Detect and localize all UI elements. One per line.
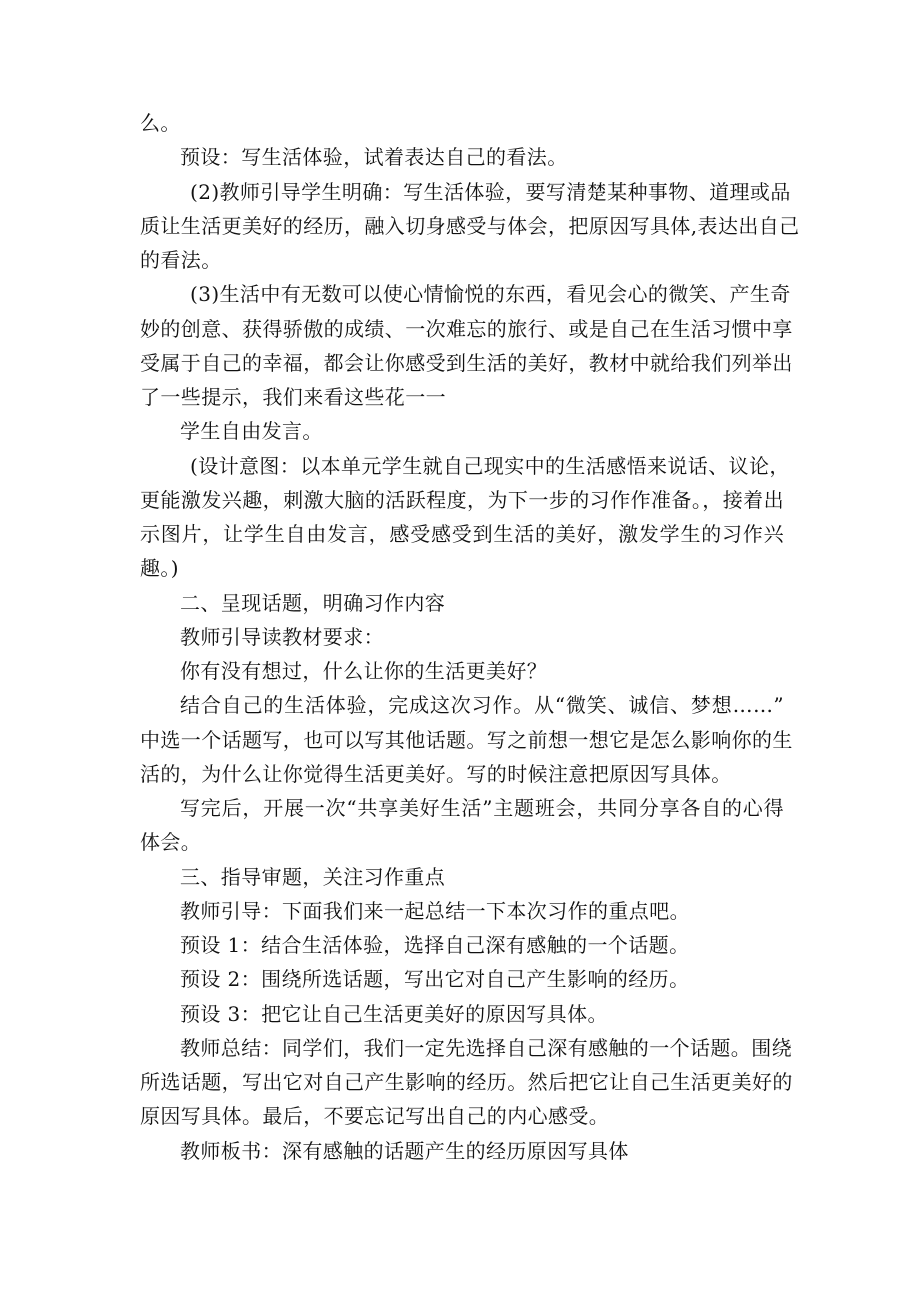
section-heading: 二、呈现话题，明确习作内容 [180, 590, 446, 615]
text-line: 妙的创意、获得骄傲的成绩、一次难忘的旅行、或是自己在生活习惯中享 [140, 316, 793, 341]
text-line: (3)生活中有无数可以使心情愉悦的东西，看见会心的微笑、产生奇 [190, 282, 791, 307]
text-line: 体会。 [140, 830, 202, 855]
text-line: 教师引导读教材要求： [180, 624, 384, 649]
text-line: 学生自由发言。 [180, 419, 323, 444]
text-line: 更能激发兴趣，刺激大脑的活跃程度，为下一步的习作作准备。，接着出 [140, 487, 784, 512]
text-line: 教师总结：同学们，我们一定先选择自己深有感触的一个话题。围绕 [180, 1035, 792, 1060]
text-line: 教师板书：深有感触的话题产生的经历原因写具体 [180, 1138, 629, 1163]
text-line: 预设 3：把它让自己生活更美好的原因写具体。 [180, 1001, 608, 1026]
text-line: 你有没有想过，什么让你的生活更美好？ [180, 659, 548, 683]
text-line: 预设 1：结合生活体验，选择自己深有感触的一个话题。 [180, 933, 690, 957]
text-line: 预设 2：围绕所选话题，写出它对自己产生影响的经历。 [180, 967, 690, 992]
text-line: 示图片，让学生自由发言，感受感受到生活的美好，激发学生的习作兴 [140, 522, 784, 546]
text-line: 中选一个话题写，也可以写其他话题。写之前想一想它是怎么影响你的生 [140, 727, 793, 752]
text-line: 质让生活更美好的经历，融入切身感受与体会，把原因写具体,表达出自己 [140, 213, 800, 238]
text-line: 活的，为什么让你觉得生活更美好。写的时候注意把原因写具体。 [140, 761, 732, 786]
text-line: 原因写具体。最后，不要忘记写出自己的内心感受。 [140, 1104, 610, 1129]
text-line: (设计意图：以本单元学生就自己现实中的生活感悟来说话、议论， [190, 453, 790, 478]
text-line: 受属于自己的幸福，都会让你感受到生活的美好，教材中就给我们列举出 [140, 350, 793, 375]
text-line: 所选话题，写出它对自己产生影响的经历。然后把它让自己生活更美好的 [140, 1070, 793, 1094]
text-line: 么。 [140, 111, 181, 135]
text-line: 教师引导：下面我们来一起总结一下本次习作的重点吧。 [180, 898, 690, 923]
text-line: 趣。) [140, 556, 180, 581]
section-heading: 三、指导审题，关注习作重点 [180, 864, 446, 889]
lesson-text [140, 106, 800, 1168]
text-line: (2)教师引导学生明确：写生活体验，要写清楚某种事物、道理或品 [190, 179, 791, 204]
text-line: 预设：写生活体验，试着表达自己的看法。 [180, 145, 568, 170]
text-line: 了一些提示，我们来看这些花一一 [140, 385, 446, 409]
text-line: 结合自己的生活体验，完成这次习作。从“微笑、诚信、梦想……” [180, 693, 784, 718]
text-line: 写完后，开展一次“共享美好生活”主题班会，共同分享各自的心得 [180, 796, 784, 820]
text-line: 的看法。 [140, 248, 222, 272]
